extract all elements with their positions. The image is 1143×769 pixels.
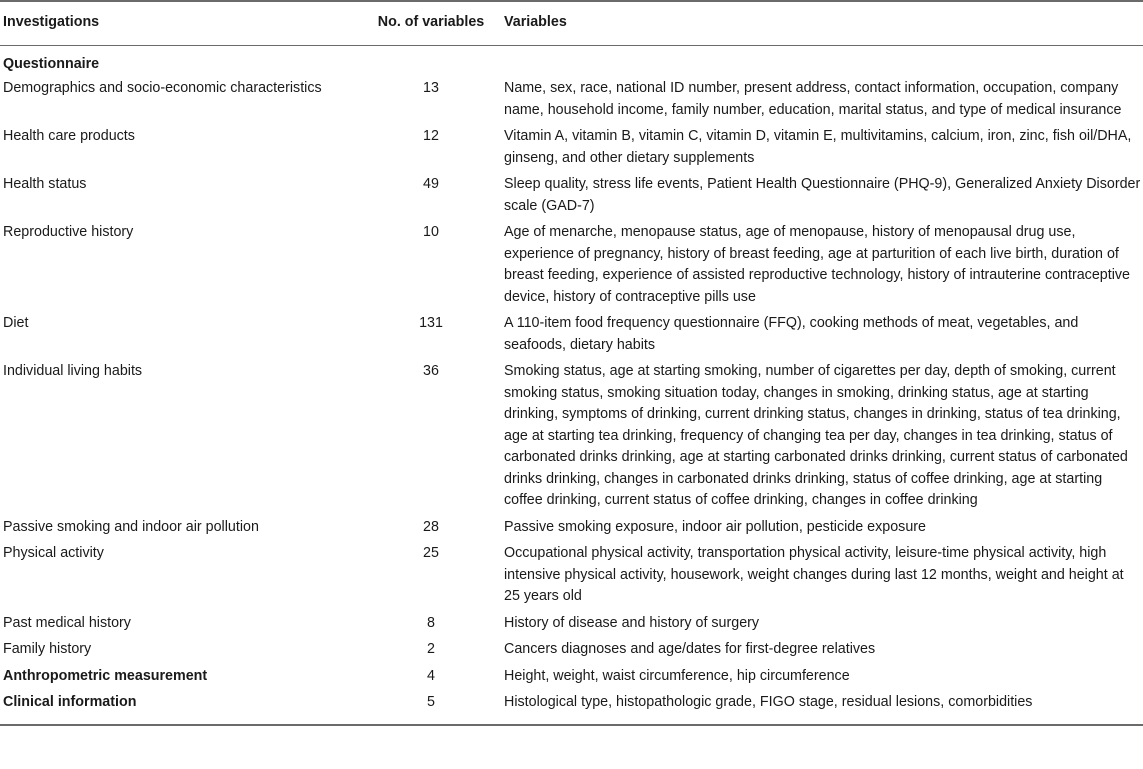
variables-cell: Height, weight, waist circumference, hip circumference [504, 667, 850, 684]
section-row-questionnaire [0, 45, 1143, 78]
header-variables: Variables [502, 1, 1143, 45]
investigation-cell: Physical activity [3, 545, 104, 561]
count-cell: 12 [423, 128, 439, 144]
count-cell: 49 [423, 176, 439, 192]
variables-cell: Name, sex, race, national ID number, present address, contact information, occupation, company name, household income, family number, education, marital status, and type of medical insurance [504, 80, 1122, 118]
header-investigations: Investigations [0, 1, 360, 45]
variables-cell: Histological type, histopathologic grade, FIGO stage, residual lesions, comorbidities [502, 692, 1143, 725]
table-row [0, 313, 1143, 361]
investigation-cell: Health care products [3, 128, 135, 144]
table-header-row [0, 1, 1143, 45]
investigation-cell: Anthropometric measurement [3, 667, 208, 684]
table-row [0, 174, 1143, 222]
variables-cell: Vitamin A, vitamin B, vitamin C, vitamin D, vitamin E, multivitamins, calcium, iron, zinc, fish oil/DHA, ginseng, and other dietary supplements [504, 128, 1132, 166]
table-row [0, 361, 1143, 517]
table-row [0, 126, 1143, 174]
count-cell: 36 [423, 363, 439, 379]
variables-cell: Age of menarche, menopause status, age of menopause, history of menopausal drug use, experience of pregnancy, history of breast feeding, age at parturition of each live birth, duration of breast feeding, experience of assisted reproductive technology, history of intrauterine contraceptive device, history of contraceptive pills use [504, 224, 1130, 305]
count-cell: 2 [427, 641, 435, 657]
variables-cell: Smoking status, age at starting smoking, number of cigarettes per day, depth of smoking, current smoking status, smoking situation today, changes in smoking, drinking status, age at starting drinking, symptoms of drinking, current drinking status, changes in drinking, status of tea drinking, age at starting tea drinking, frequency of changing tea per day, changes in tea drinking, status of carbonated drinks drinking, age at starting carbonated drinks drinking, current status of carbonated drinks drinking, changes in carbonated drinks drinking, status of coffee drinking, age at starting coffee drinking, current status of coffee drinking, changes in coffee drinking [504, 363, 1128, 508]
table-row [0, 692, 1143, 725]
variables-cell: A 110-item food frequency questionnaire (FFQ), cooking methods of meat, vegetables, and seafoods, dietary habits [504, 315, 1079, 353]
investigation-cell: Clinical information [0, 692, 360, 725]
variables-cell: Cancers diagnoses and age/dates for first-degree relatives [504, 641, 876, 657]
count-cell: 28 [423, 518, 439, 535]
table-row [0, 543, 1143, 613]
variables-cell: Occupational physical activity, transportation physical activity, leisure-time physical activity, high intensive physical activity, housework, weight changes during last 12 months, weight and height at 25 years old [504, 545, 1124, 604]
count-cell: 25 [423, 545, 439, 561]
count-cell: 4 [427, 667, 435, 684]
table-row [0, 639, 1143, 666]
count-cell: 5 [360, 692, 502, 725]
table-row [0, 78, 1143, 126]
count-cell: 13 [423, 80, 439, 96]
table-row [0, 222, 1143, 313]
count-cell: 8 [427, 614, 435, 631]
header-num-variables: No. of variables [360, 1, 502, 45]
count-cell: 10 [423, 224, 439, 240]
investigation-cell: Past medical history [3, 614, 131, 631]
variables-cell: History of disease and history of surgery [504, 614, 760, 631]
investigation-cell: Demographics and socio-economic characteristics [3, 80, 322, 96]
investigation-cell: Diet [3, 315, 29, 331]
investigation-cell: Health status [3, 176, 87, 192]
table-row [0, 517, 1143, 544]
count-cell: 131 [419, 315, 443, 331]
investigation-cell: Reproductive history [3, 224, 134, 240]
section-label-questionnaire: Questionnaire [3, 55, 100, 72]
investigation-cell: Individual living habits [3, 363, 143, 379]
investigation-cell: Passive smoking and indoor air pollution [3, 518, 259, 535]
variables-cell: Passive smoking exposure, indoor air pollution, pesticide exposure [504, 518, 926, 535]
table-row [0, 666, 1143, 693]
investigation-cell: Family history [3, 641, 92, 657]
table-row [0, 613, 1143, 640]
variables-cell: Sleep quality, stress life events, Patient Health Questionnaire (PHQ-9), Generalized Anxiety Disorder scale (GAD-7) [504, 176, 1141, 214]
